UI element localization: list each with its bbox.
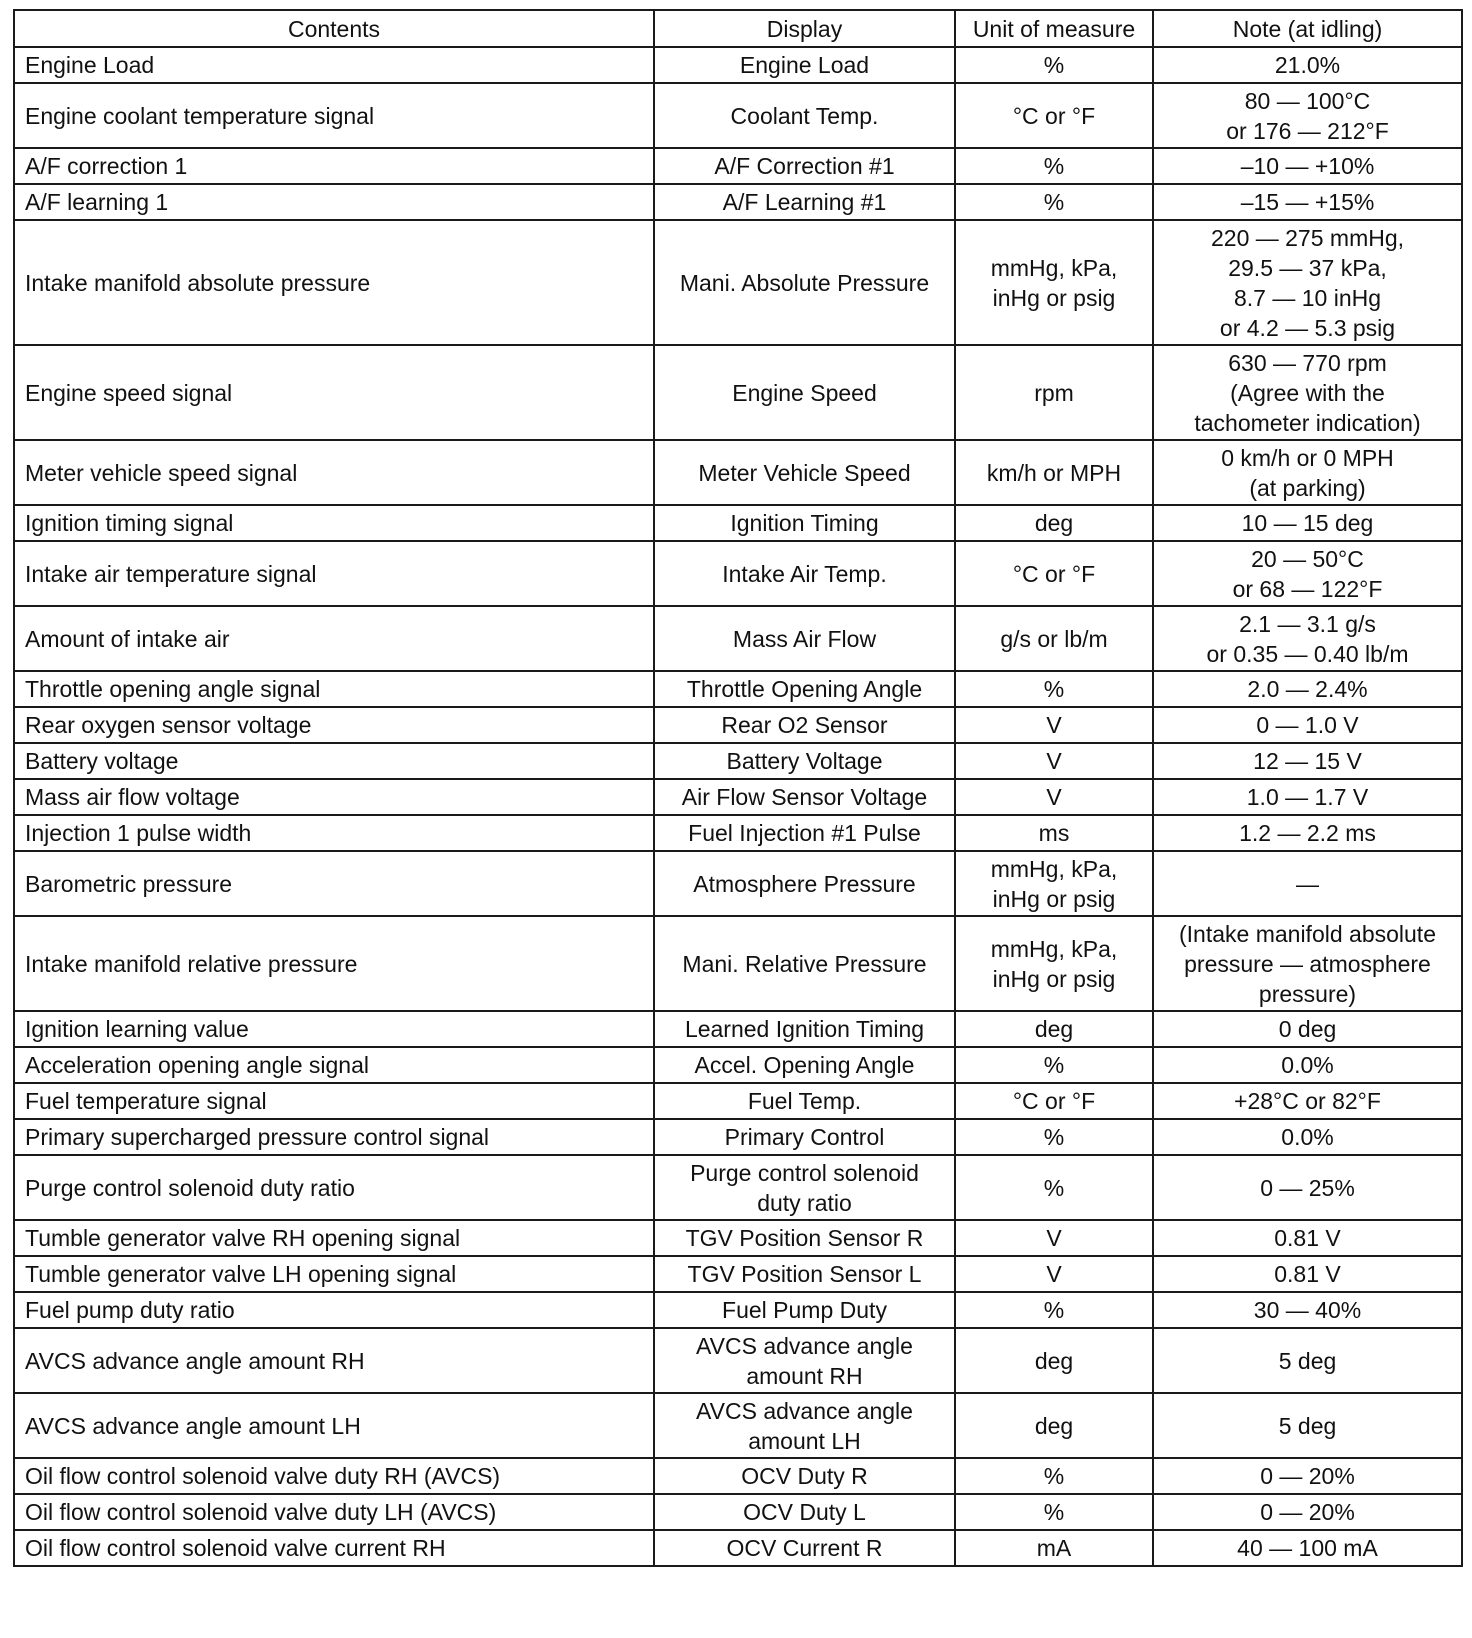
header-display: Display xyxy=(654,10,955,47)
table-row xyxy=(14,148,1462,184)
contents-cell: Intake air temperature signal xyxy=(14,541,654,606)
contents-cell: Ignition learning value xyxy=(14,1011,654,1047)
unit-cell: g/s or lb/m xyxy=(955,606,1153,671)
contents-cell: Ignition timing signal xyxy=(14,505,654,541)
display-cell: Accel. Opening Angle xyxy=(654,1047,955,1083)
table-row xyxy=(14,220,1462,345)
display-cell: OCV Duty L xyxy=(654,1494,955,1530)
table-row xyxy=(14,743,1462,779)
unit-cell: % xyxy=(955,47,1153,83)
table-row xyxy=(14,345,1462,440)
note-cell: 80 — 100°C or 176 — 212°F xyxy=(1153,83,1462,148)
display-cell: Fuel Temp. xyxy=(654,1083,955,1119)
table-row xyxy=(14,47,1462,83)
unit-cell: V xyxy=(955,743,1153,779)
contents-cell: Oil flow control solenoid valve current RH xyxy=(14,1530,654,1566)
contents-cell: Meter vehicle speed signal xyxy=(14,440,654,505)
table-row xyxy=(14,1328,1462,1393)
display-cell: A/F Learning #1 xyxy=(654,184,955,220)
note-cell: 0 — 20% xyxy=(1153,1494,1462,1530)
display-cell: Mani. Relative Pressure xyxy=(654,916,955,1011)
display-cell: Fuel Injection #1 Pulse xyxy=(654,815,955,851)
contents-cell: Rear oxygen sensor voltage xyxy=(14,707,654,743)
unit-cell: % xyxy=(955,671,1153,707)
table-row xyxy=(14,1494,1462,1530)
contents-cell: Primary supercharged pressure control signal xyxy=(14,1119,654,1155)
unit-cell: mmHg, kPa, inHg or psig xyxy=(955,916,1153,1011)
table-row xyxy=(14,851,1462,916)
unit-cell: % xyxy=(955,148,1153,184)
contents-cell: Fuel pump duty ratio xyxy=(14,1292,654,1328)
display-cell: Learned Ignition Timing xyxy=(654,1011,955,1047)
note-cell: 0 — 25% xyxy=(1153,1155,1462,1220)
note-cell: 0.0% xyxy=(1153,1047,1462,1083)
note-cell: 5 deg xyxy=(1153,1393,1462,1458)
contents-cell: AVCS advance angle amount RH xyxy=(14,1328,654,1393)
display-cell: Engine Speed xyxy=(654,345,955,440)
contents-cell: Barometric pressure xyxy=(14,851,654,916)
table-row xyxy=(14,1155,1462,1220)
unit-cell: % xyxy=(955,1047,1153,1083)
table-row xyxy=(14,184,1462,220)
table-row xyxy=(14,1256,1462,1292)
note-cell: 0.0% xyxy=(1153,1119,1462,1155)
header-note-at-idling: Note (at idling) xyxy=(1153,10,1462,47)
table-row xyxy=(14,541,1462,606)
contents-cell: Mass air flow voltage xyxy=(14,779,654,815)
table-row xyxy=(14,1119,1462,1155)
note-cell: 5 deg xyxy=(1153,1328,1462,1393)
contents-cell: AVCS advance angle amount LH xyxy=(14,1393,654,1458)
table-row xyxy=(14,505,1462,541)
unit-cell: V xyxy=(955,1256,1153,1292)
header-row xyxy=(14,10,1462,47)
unit-cell: V xyxy=(955,779,1153,815)
note-cell: 0 deg xyxy=(1153,1011,1462,1047)
contents-cell: Purge control solenoid duty ratio xyxy=(14,1155,654,1220)
table-row xyxy=(14,440,1462,505)
display-cell: A/F Correction #1 xyxy=(654,148,955,184)
table-row xyxy=(14,1047,1462,1083)
contents-cell: Fuel temperature signal xyxy=(14,1083,654,1119)
unit-cell: % xyxy=(955,1119,1153,1155)
contents-cell: Engine Load xyxy=(14,47,654,83)
display-cell: Engine Load xyxy=(654,47,955,83)
table-row xyxy=(14,1530,1462,1566)
note-cell: 1.2 — 2.2 ms xyxy=(1153,815,1462,851)
contents-cell: Oil flow control solenoid valve duty LH (AVCS) xyxy=(14,1494,654,1530)
unit-cell: % xyxy=(955,1458,1153,1494)
table-row xyxy=(14,671,1462,707)
note-cell: 0 km/h or 0 MPH (at parking) xyxy=(1153,440,1462,505)
unit-cell: ms xyxy=(955,815,1153,851)
display-cell: OCV Duty R xyxy=(654,1458,955,1494)
unit-cell: km/h or MPH xyxy=(955,440,1153,505)
unit-cell: mmHg, kPa, inHg or psig xyxy=(955,851,1153,916)
display-cell: OCV Current R xyxy=(654,1530,955,1566)
display-cell: AVCS advance angle amount RH xyxy=(654,1328,955,1393)
note-cell: 12 — 15 V xyxy=(1153,743,1462,779)
display-cell: Mass Air Flow xyxy=(654,606,955,671)
note-cell: 0 — 1.0 V xyxy=(1153,707,1462,743)
note-cell: 20 — 50°C or 68 — 122°F xyxy=(1153,541,1462,606)
unit-cell: mA xyxy=(955,1530,1153,1566)
unit-cell: V xyxy=(955,707,1153,743)
contents-cell: Injection 1 pulse width xyxy=(14,815,654,851)
display-cell: Mani. Absolute Pressure xyxy=(654,220,955,345)
table-row xyxy=(14,779,1462,815)
note-cell: 2.0 — 2.4% xyxy=(1153,671,1462,707)
display-cell: AVCS advance angle amount LH xyxy=(654,1393,955,1458)
table-row xyxy=(14,815,1462,851)
unit-cell: deg xyxy=(955,1328,1153,1393)
display-cell: Intake Air Temp. xyxy=(654,541,955,606)
table-row xyxy=(14,83,1462,148)
table-row xyxy=(14,707,1462,743)
display-cell: Atmosphere Pressure xyxy=(654,851,955,916)
note-cell: 220 — 275 mmHg, 29.5 — 37 kPa, 8.7 — 10 inHg or 4.2 — 5.3 psig xyxy=(1153,220,1462,345)
note-cell: 2.1 — 3.1 g/s or 0.35 — 0.40 lb/m xyxy=(1153,606,1462,671)
table-row xyxy=(14,1393,1462,1458)
unit-cell: °C or °F xyxy=(955,83,1153,148)
contents-cell: Battery voltage xyxy=(14,743,654,779)
display-cell: Battery Voltage xyxy=(654,743,955,779)
header-contents: Contents xyxy=(14,10,654,47)
contents-cell: Oil flow control solenoid valve duty RH (AVCS) xyxy=(14,1458,654,1494)
contents-cell: Acceleration opening angle signal xyxy=(14,1047,654,1083)
contents-cell: Throttle opening angle signal xyxy=(14,671,654,707)
display-cell: Purge control solenoid duty ratio xyxy=(654,1155,955,1220)
note-cell: 630 — 770 rpm (Agree with the tachometer indication) xyxy=(1153,345,1462,440)
display-cell: TGV Position Sensor R xyxy=(654,1220,955,1256)
table-row xyxy=(14,916,1462,1011)
contents-cell: Intake manifold absolute pressure xyxy=(14,220,654,345)
contents-cell: Engine coolant temperature signal xyxy=(14,83,654,148)
contents-cell: Tumble generator valve LH opening signal xyxy=(14,1256,654,1292)
display-cell: Coolant Temp. xyxy=(654,83,955,148)
note-cell: 1.0 — 1.7 V xyxy=(1153,779,1462,815)
display-cell: Rear O2 Sensor xyxy=(654,707,955,743)
display-cell: Meter Vehicle Speed xyxy=(654,440,955,505)
table-row xyxy=(14,1083,1462,1119)
note-cell: (Intake manifold absolute pressure — atmosphere pressure) xyxy=(1153,916,1462,1011)
contents-cell: Tumble generator valve RH opening signal xyxy=(14,1220,654,1256)
note-cell: 40 — 100 mA xyxy=(1153,1530,1462,1566)
contents-cell: A/F learning 1 xyxy=(14,184,654,220)
table-row xyxy=(14,1458,1462,1494)
note-cell: 0.81 V xyxy=(1153,1220,1462,1256)
note-cell: –10 — +10% xyxy=(1153,148,1462,184)
note-cell: 30 — 40% xyxy=(1153,1292,1462,1328)
contents-cell: Amount of intake air xyxy=(14,606,654,671)
display-cell: Fuel Pump Duty xyxy=(654,1292,955,1328)
contents-cell: Engine speed signal xyxy=(14,345,654,440)
table-row xyxy=(14,1011,1462,1047)
contents-cell: A/F correction 1 xyxy=(14,148,654,184)
display-cell: Throttle Opening Angle xyxy=(654,671,955,707)
contents-cell: Intake manifold relative pressure xyxy=(14,916,654,1011)
unit-cell: deg xyxy=(955,1011,1153,1047)
unit-cell: deg xyxy=(955,505,1153,541)
table-row xyxy=(14,1220,1462,1256)
note-cell: +28°C or 82°F xyxy=(1153,1083,1462,1119)
unit-cell: mmHg, kPa, inHg or psig xyxy=(955,220,1153,345)
diagnostic-data-table xyxy=(13,9,1463,1567)
note-cell: 21.0% xyxy=(1153,47,1462,83)
unit-cell: % xyxy=(955,1155,1153,1220)
display-cell: TGV Position Sensor L xyxy=(654,1256,955,1292)
header-unit-of-measure: Unit of measure xyxy=(955,10,1153,47)
table-row xyxy=(14,606,1462,671)
note-cell: — xyxy=(1153,851,1462,916)
note-cell: 0 — 20% xyxy=(1153,1458,1462,1494)
unit-cell: V xyxy=(955,1220,1153,1256)
unit-cell: °C or °F xyxy=(955,541,1153,606)
unit-cell: % xyxy=(955,1292,1153,1328)
note-cell: 10 — 15 deg xyxy=(1153,505,1462,541)
note-cell: –15 — +15% xyxy=(1153,184,1462,220)
display-cell: Primary Control xyxy=(654,1119,955,1155)
unit-cell: rpm xyxy=(955,345,1153,440)
unit-cell: % xyxy=(955,184,1153,220)
unit-cell: % xyxy=(955,1494,1153,1530)
display-cell: Air Flow Sensor Voltage xyxy=(654,779,955,815)
unit-cell: deg xyxy=(955,1393,1153,1458)
note-cell: 0.81 V xyxy=(1153,1256,1462,1292)
table-row xyxy=(14,1292,1462,1328)
unit-cell: °C or °F xyxy=(955,1083,1153,1119)
display-cell: Ignition Timing xyxy=(654,505,955,541)
